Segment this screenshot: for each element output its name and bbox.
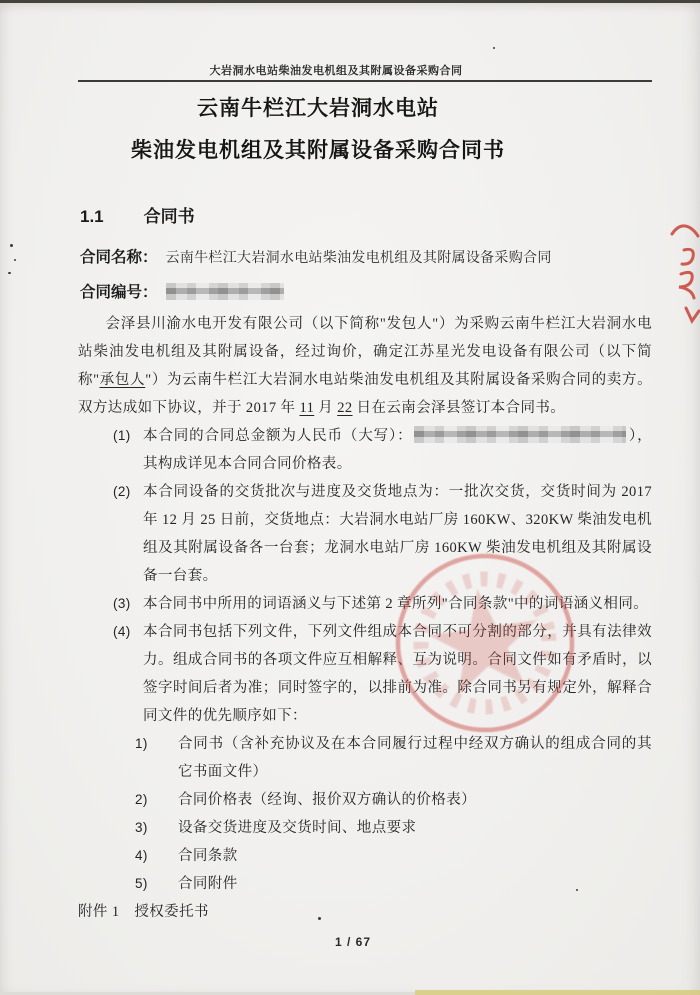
underlined-day: 22 bbox=[337, 400, 353, 416]
subclause-number: 2) bbox=[135, 792, 148, 807]
scan-speck bbox=[8, 272, 11, 274]
intro-text: "）为云南牛栏江大岩洞水电站柴油发电机组及其附属设备采购合同的卖方。双方达成如下协议，并于 2017 年 bbox=[78, 372, 652, 416]
subclause-item-1 bbox=[78, 730, 652, 786]
scan-speck bbox=[318, 917, 321, 920]
subclause-number: 4) bbox=[135, 848, 148, 863]
intro-text: 日在云南会泽县签订本合同书。 bbox=[352, 400, 566, 416]
clause-number: (1) bbox=[113, 428, 131, 443]
contract-body bbox=[78, 310, 652, 956]
contract-name-label: 合同名称： bbox=[80, 249, 158, 266]
subclause-number: 5) bbox=[135, 876, 148, 891]
redacted-contract-number bbox=[166, 283, 284, 300]
intro-text: 月 bbox=[314, 400, 338, 416]
subclause-text: 合同附件 bbox=[178, 876, 238, 892]
subclause-text: 合同书（含补充协议及在本合同履行过程中经双方确认的组成合同的其它书面文件） bbox=[178, 736, 652, 780]
contract-name-row bbox=[80, 245, 552, 267]
underlined-month: 11 bbox=[299, 400, 315, 416]
running-header: 大岩洞水电站柴油发电机组及其附属设备采购合同 bbox=[209, 65, 463, 77]
subclause-number: 3) bbox=[135, 820, 148, 835]
section-heading bbox=[80, 202, 195, 227]
clause-item-2 bbox=[78, 478, 652, 590]
red-ink-edge-marks-icon bbox=[668, 216, 700, 326]
document-title-line2: 柴油发电机组及其附属设备采购合同书 bbox=[131, 139, 505, 162]
clause-item-4 bbox=[78, 618, 652, 730]
scan-bottom-edge-tint bbox=[415, 990, 700, 995]
intro-text: 会泽县川渝水电开发有限公司（以下简称"发包人"）为采购云南牛栏江大岩洞水电站柴油发电机组及其附属设备，经过询价，确定江苏星光发电设备有限公司（以下简称" bbox=[78, 316, 652, 388]
subclause-item-2 bbox=[78, 786, 652, 814]
clause-text: 本合同设备的交货批次与进度及交货地点为：一批次交货，交货时间为 2017 年 12 月 25 日前，交货地点：大岩洞水电站厂房 160KW、320KW 柴油发电机组及其附属设备各一台套；龙洞水电站厂房 160KW 柴油发电机组及其附属设备一台套。 bbox=[143, 484, 652, 584]
subclause-text: 合同价格表（经询、报价双方确认的价格表） bbox=[178, 792, 476, 808]
underlined-term-contractor: 承包人 bbox=[99, 372, 146, 388]
header-divider bbox=[78, 80, 652, 82]
contract-number-row bbox=[80, 280, 284, 302]
section-number: 1.1 bbox=[80, 207, 104, 226]
clause-item-1 bbox=[78, 422, 652, 478]
subclause-item-5 bbox=[78, 870, 652, 898]
section-title: 合同书 bbox=[143, 207, 195, 226]
contract-name-value: 云南牛栏江大岩洞水电站柴油发电机组及其附属设备采购合同 bbox=[165, 251, 552, 266]
scan-speck bbox=[14, 259, 16, 261]
page-number: 1 / 67 bbox=[334, 935, 372, 949]
clause-item-3 bbox=[78, 590, 652, 618]
document-title-line1: 云南牛栏江大岩洞水电站 bbox=[197, 97, 439, 120]
scan-speck bbox=[576, 889, 578, 891]
subclause-text: 设备交货进度及交货时间、地点要求 bbox=[178, 820, 417, 836]
clause-text: 本合同书包括下列文件，下列文件组成本合同不可分割的部分，并具有法律效力。组成合同书的各项文件应互相解释、互为说明。合同文件如有矛盾时，以签字时间后者为准；同时签字的，以排前为准。除合同书另有规定外，解释合同文件的优先顺序如下： bbox=[143, 624, 652, 724]
clause-number: (2) bbox=[113, 484, 131, 499]
clause-text-pre: 本合同的合同总金额为人民币（大写）： bbox=[143, 428, 413, 444]
attachment-line: 附件 1 授权委托书 bbox=[78, 904, 209, 920]
contract-number-label: 合同编号： bbox=[80, 284, 158, 301]
clause-number: (3) bbox=[113, 596, 131, 611]
clause-text bbox=[143, 422, 652, 478]
clause-text-post: ），其构成详见本合同合同价格表。 bbox=[143, 428, 652, 472]
scan-speck bbox=[10, 244, 13, 247]
subclause-item-3 bbox=[78, 814, 652, 842]
scan-top-edge bbox=[0, 0, 700, 3]
subclause-text: 合同条款 bbox=[178, 848, 238, 864]
subclause-item-4 bbox=[78, 842, 652, 870]
scan-speck bbox=[493, 47, 495, 49]
clause-text: 本合同书中所用的词语涵义与下述第 2 章所列"合同条款"中的词语涵义相同。 bbox=[143, 596, 649, 612]
intro-paragraph bbox=[78, 310, 652, 422]
clause-number: (4) bbox=[113, 624, 131, 639]
redacted-amount bbox=[414, 426, 626, 443]
subclause-number: 1) bbox=[135, 736, 148, 751]
